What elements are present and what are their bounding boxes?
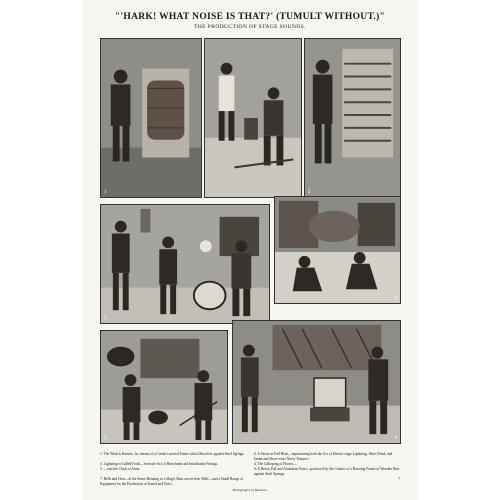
- galloping-illustration: [275, 197, 400, 303]
- caption-4: 4. The Galloping of Horses—: [254, 462, 297, 466]
- page-subhead: THE PRODUCTION OF STAGE SOUNDS.: [194, 24, 306, 30]
- photo-storm: [304, 38, 401, 198]
- photo-number: 1: [104, 190, 107, 195]
- caption-5: 5. —and the Clash of Arms.: [100, 467, 141, 471]
- clash-illustration: [101, 331, 227, 443]
- caption-1: 1. The Wind is Raised—by means of a Cornet-covered Frame which Revolves against Steel Springs.: [100, 452, 245, 456]
- caption-3: 3. Lightning is Called Forth—from the Act of Horn-hand and Installation Fittings.: [100, 462, 219, 466]
- caption-2: 2. A Storm in Full Blast—representing both the Act of Electro-stage Lightning, Sheet Wind, and Drum and Short-wave Noise Textures.: [254, 452, 393, 461]
- drum-group-illustration: [101, 205, 269, 323]
- heavy-fall-illustration: [233, 321, 400, 443]
- photo-number: 6: [394, 436, 397, 441]
- caption-7: 7. Bells and Gear—at the Same Meaning as a Magic Barn across Iron Shelf—and a Small Range of Equipment for the Production of Sound and Voice.: [100, 477, 244, 486]
- photo-wind-machine: [100, 38, 202, 198]
- photo-drum-group: [100, 204, 270, 324]
- photo-credit: Photographs by Bassano.: [232, 488, 268, 492]
- photo-heavy-fall: [232, 320, 401, 444]
- magazine-page: [82, 0, 418, 500]
- caption-6: 6. A Heavy Fall and Attendant Noise—produced by the Contact of a Rotating Frame of Wooden Bars against Steel Springs.: [254, 467, 400, 476]
- photo-lightning-thunder: [204, 38, 302, 198]
- storm-illustration: [305, 39, 400, 197]
- photo-number: 5: [104, 436, 107, 441]
- lightning-illustration: [205, 39, 301, 197]
- photo-clash-of-arms: [100, 330, 228, 444]
- page-headline: "'HARK! WHAT NOISE IS THAT?' (TUMULT WITHOUT.)": [114, 12, 386, 22]
- photo-galloping-horses: [274, 196, 401, 304]
- captions: [100, 452, 400, 487]
- wind-machine-illustration: [101, 39, 201, 197]
- photo-number: 3: [104, 316, 107, 321]
- photo-number: 2: [308, 190, 311, 195]
- photo-number: 4: [394, 296, 397, 301]
- caption-number-7: 7: [398, 477, 400, 481]
